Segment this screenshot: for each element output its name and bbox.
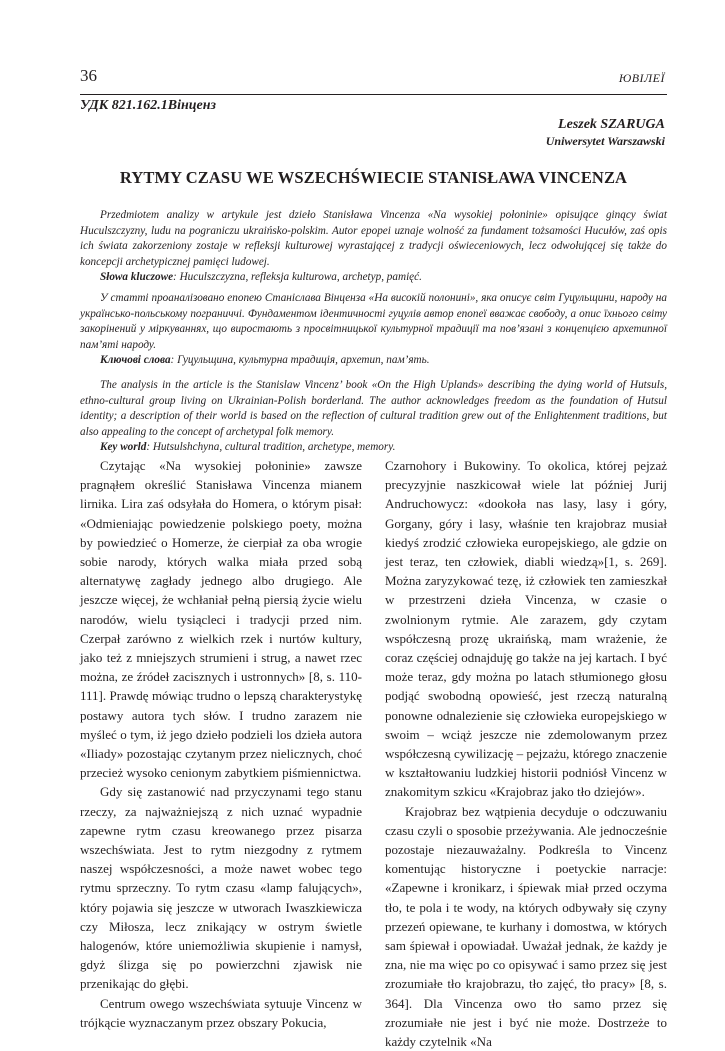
keywords-ukrainian-values: : Гуцульщина, культурна традиція, архетип, пам’ять. [170,354,430,367]
abstract-english-text: The analysis in the article is the Stanislaw Vincenz’ book «On the High Uplands» describing the dying world of Hutsuls, ethno-cultural group living on Ukrainian-Polish borderland. The author acknowledges freedom as the foundation of Hutsul identity; a description of their world is based on the reflection of cultural tradition grew out of the Enlightenment traditions, but also appealing to the concept of archetypal folk memory. [80,379,667,438]
abstract-polish [80,208,667,286]
keywords-polish [100,270,667,286]
body-paragraph: Centrum owego wszechświata sytuuje Vincenz w trójkącie wyznaczanym przez obszary Pokucia, [80,995,362,1030]
page-number: 36 [80,66,97,85]
author-block [546,117,665,149]
body-column-right [385,456,667,1051]
abstract-polish-text: Przedmiotem analizy w artykule jest dzieło Stanisława Vincenza «Na wysokiej połoninie» opisujące ginący świat Huculszczyzny, ludu na pograniczu ukraińsko-polskim. Autor epopei uznaje wolność za fundament tożsamości Hucułów, zaś opis ich świata zakorzeniony zostaje w refleksji kulturowej wyrastającej z tradycji oświeceniowych, lecz odwołującej się także do koncepcji archetypicznej pamięci ludowej. [80,209,667,268]
body-paragraph: Czytając «Na wysokiej połoninie» zawsze pragnąłem określić Stanisława Vincenza mianem lirnika. Lira zaś odsyłała do Homera, o którym pisał: «Odmieniając powiedzenie polskiego poety, można by powiedzieć o Homerze, że cierpiał za oba wrogie sobie narody, których walka miała przed sobą alternatywę zagłady jednego albo drugiego. Ale jeszcze więcej, że wchłaniał pełną piersią życie wielu narodów, wielu tysiącleci i tradycji przed nim. Czerpał zarówno z wielkich rzek i nurtów kultury, jako też z mniejszych strumieni i strug, a nawet rzec można, ze źródeł zacisznych i ustronnych» [8, s. 110-111]. Prawdę mówiąc trudno o lepszą charakterystykę postawy autora tych słów. I trudno zarazem nie myśleć o tym, iż jego dzieło podzieli los dzieła autora «Iliady» pozostając czytanym przez nielicznych, choć przecież wysoko cenionym zabytkiem piśmiennictwa. [80,458,362,781]
keywords-english [100,440,667,456]
body-column-left [80,456,362,1032]
abstract-ukrainian [80,291,667,369]
keywords-ukrainian-label: Ключові слова [100,354,171,367]
keywords-ukrainian [100,353,667,369]
keywords-polish-values: : Huculszczyzna, refleksja kulturowa, archetyp, pamięć. [173,271,422,284]
author-name: Leszek SZARUGA [558,117,665,132]
section-title: ЮВІЛЕЇ [618,71,665,85]
keywords-english-values: : Hutsulshchyna, cultural tradition, archetype, memory. [146,441,396,454]
header-rule [80,94,667,95]
article-title: RYTMY CZASU WE WSZECHŚWIECIE STANISŁAWA VINCENZA [119,168,628,187]
body-paragraph: Gdy się zastanowić nad przyczynami tego stanu rzeczy, za najważniejszą z nich uznać wypadnie zapewne rytm czasu kreowanego przez pisarza wszechświata. Jest to rytm niezgodny z rytmem naszej współczesności, a może nawet wobec tego rytmu sprzeczny. To rytm czasu «lamp falujących», który pojawia się jeszcze w utworach Iwaszkiewicza czy Miłosza, lecz znikający w ostrym świetle halogenów, które uniemożliwia skupienie i namysł, gdyż ślizga się po powierzchni zjawisk nie przenikając do głębi. [80,784,362,992]
body-paragraph-continuation: Czarnohory i Bukowiny. To okolica, której pejzaż precyzyjnie naszkicował wiele lat później Jurij Andruchowycz: «dookoła nas lasy, lasy i góry, Gorgany, góry i lasy, właśnie ten krajobraz musiał kiedyś zrodzić człowieka europejskiego, ale gdzie on jest teraz, ten człowiek, diabli wiedzą»[1, s. 269]. Można zaryzykować tezę, iż człowiek ten zamieszkał w przestrzeni dzieła Vincenza, w czasie o zwolnionym rytmie. Ale zarazem, gdy czytam współczesną prozę ukraińską, mam wrażenie, że coraz częściej odnajduję go także na jej kartach. I być może teraz, gdy można po latach stłumionego głosu podjąć swobodną opowieść, jest rzeczą naturalną ponowne odnalezienie się człowieka europejskiego w swoim – wciąż jeszcze nie zdemolowanym przez współczesną cywilizację – pejzażu, którego znaczenie w kształtowaniu ludzkiej historii podniósł Vincenz w znakomitym szkicu «Krajobraz jako tło dziejów». [385,458,667,800]
keywords-english-label: Key world [100,441,147,454]
udk-code: УДК 821.162.1Вінценз [80,98,216,113]
abstract-english [80,378,667,456]
keywords-polish-label: Słowa kluczowe [100,271,174,284]
author-affiliation: Uniwersytet Warszawski [545,134,665,148]
body-paragraph: Krajobraz bez wątpienia decyduje o odczuwaniu czasu czyli o sposobie przeżywania. Ale jednocześnie pozostaje niezauważalny. Podkreśla to Vincenz komentując historyczne i poetyckie narracje: «Zapewne i kronikarz, i śpiewak miał przed oczyma tło, te pola i te wody, na których odbywały się czyny przezeń opiewane, te kurhany i domostwa, w których sam śpiewał i opowiadał. Uważał jednak, że każdy je zna, nie ma więc po co opisywać i samo przez się jest zrozumiałe tło krajobrazu, tło zajęć, tło pracy» [8, s. 364]. Dla Vincenza owo tło samo przez się zrozumiałe nie jest i być nie może. Dostrzeże to każdy czytelnik «Na [385,803,667,1050]
abstract-ukrainian-text: У статті проаналізовано епопею Станіслава Вінценза «На високій полонині», яка описує світ Гуцульщини, народу на українсько-польському пограниччі. Фундаментом ідентичності гуцулів автор епопеї вважає свободу, а опис їхнього світу закорінений у міркуваннях, що виростають з просвітницької культурної традиції та пов’язані з концепцією архетипної пам’яті народу. [80,292,667,351]
